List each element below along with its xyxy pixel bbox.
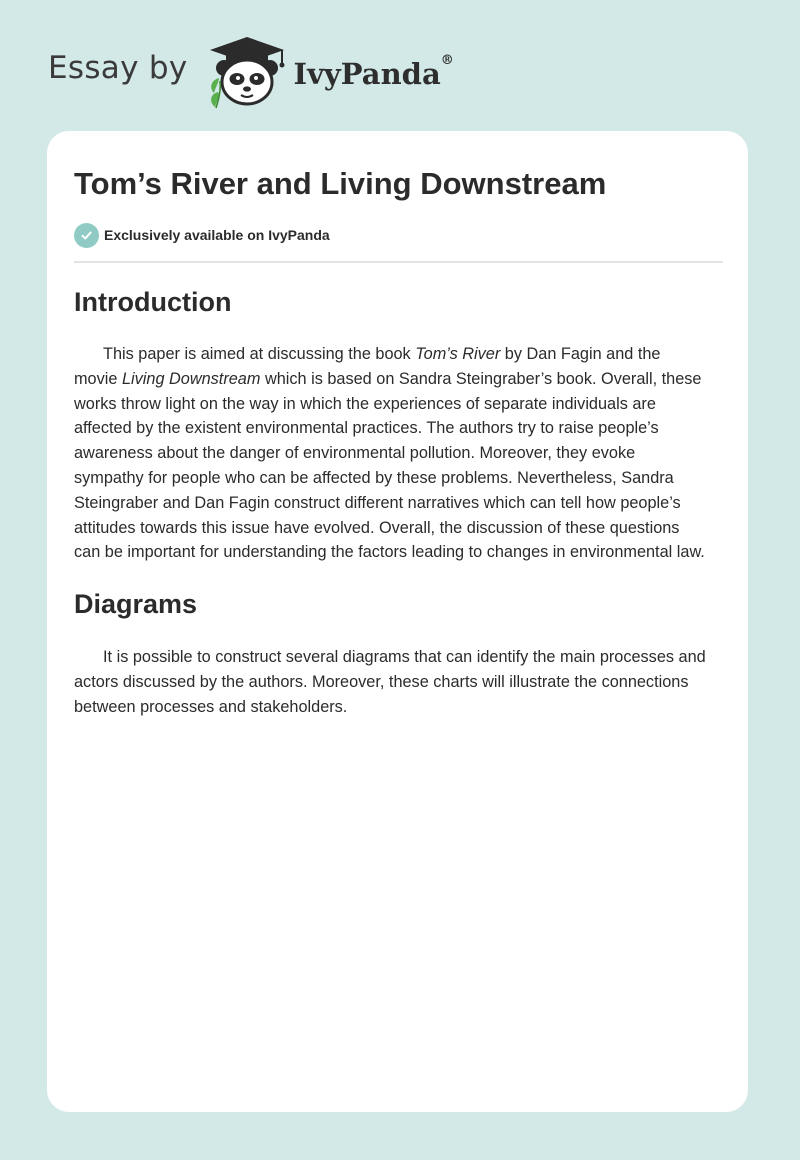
brand-header — [48, 34, 454, 110]
text-segment: can be important for understanding the factors leading to changes in environmental law. — [74, 543, 705, 562]
section-heading-introduction: Introduction — [74, 287, 232, 317]
paragraph-line — [74, 491, 723, 516]
paragraph-line — [74, 670, 723, 695]
text-segment: actors discussed by the authors. Moreover, these charts will illustrate the connections — [74, 672, 689, 691]
exclusive-badge — [74, 222, 330, 248]
paragraph-line — [74, 441, 723, 466]
introduction-paragraph — [74, 342, 723, 565]
text-segment: This paper is aimed at discussing the book — [103, 345, 416, 363]
brand-prefix: Essay by — [48, 50, 188, 86]
diagrams-paragraph — [74, 645, 723, 719]
text-segment: It is possible to construct several diagrams that can identify the main processes and — [103, 648, 706, 666]
text-segment: which is based on Sandra Steingraber’s book. Overall, these — [260, 369, 702, 388]
title-divider — [74, 261, 723, 263]
paragraph-line — [74, 540, 723, 565]
paragraph-line — [74, 367, 723, 392]
paragraph-line — [74, 392, 723, 417]
ivypanda-logo-icon[interactable] — [202, 34, 292, 110]
paragraph-line — [74, 416, 723, 441]
text-segment: sympathy for people who can be affected by these problems. Nevertheless, Sandra — [74, 468, 674, 487]
checkmark-icon — [74, 223, 99, 248]
text-segment: awareness about the danger of environmental pollution. Moreover, they evoke — [74, 444, 636, 463]
text-segment: by Dan Fagin and the — [500, 345, 661, 363]
essay-title: Tom’s River and Living Downstream — [74, 166, 607, 201]
brand-name-text: IvyPanda — [293, 57, 441, 91]
text-segment: Steingraber and Dan Fagin construct different narratives which can tell how people’s — [74, 493, 681, 512]
essay-card — [47, 131, 748, 1112]
text-segment: movie — [74, 369, 122, 388]
text-segment: affected by the existent environmental practices. The authors try to raise people’s — [74, 419, 659, 438]
text-segment: attitudes towards this issue have evolved. Overall, the discussion of these questions — [74, 518, 680, 537]
text-segment: works throw light on the way in which the experiences of separate individuals are — [74, 394, 656, 413]
registered-mark: ® — [440, 53, 454, 68]
paragraph-line — [74, 645, 723, 670]
brand-name — [293, 53, 454, 91]
work-title: Living Downstream — [121, 369, 261, 388]
exclusive-badge-label: Exclusively available on IvyPanda — [104, 227, 330, 243]
paragraph-line — [74, 695, 723, 720]
paragraph-line — [74, 516, 723, 541]
paragraph-line — [74, 466, 723, 491]
section-heading-diagrams: Diagrams — [74, 589, 198, 619]
work-title: Tom’s River — [415, 345, 501, 363]
paragraph-line — [74, 342, 723, 367]
text-segment: between processes and stakeholders. — [74, 697, 348, 716]
